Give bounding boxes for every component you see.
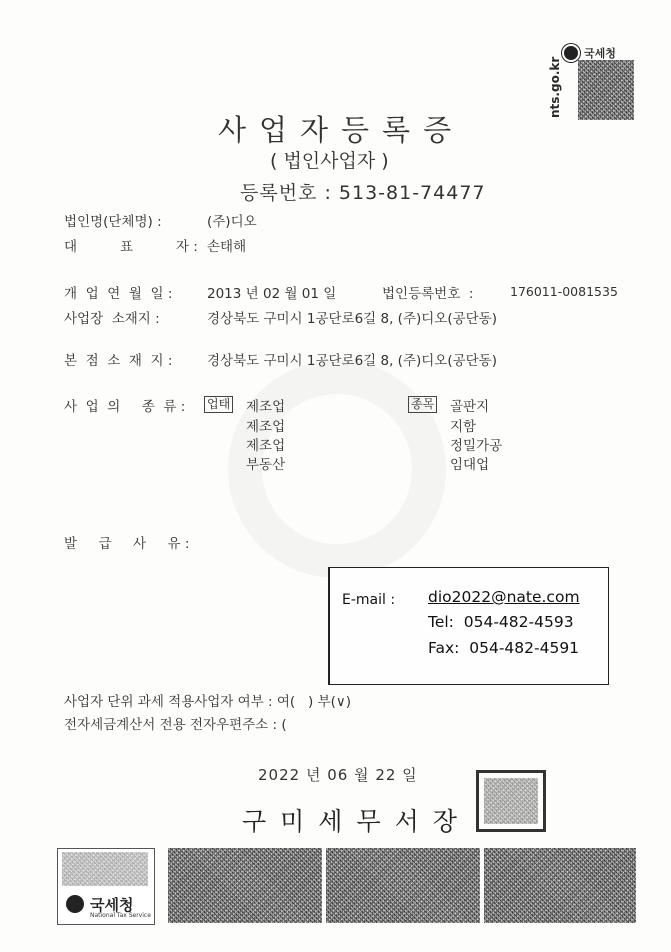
corp-reg-number-label: 법인등록번호 :: [382, 286, 474, 302]
jongmok-tag: 종목: [408, 396, 437, 413]
representative-label: 대 표 자 :: [64, 239, 198, 255]
registration-number: 등록번호 : 513-81-74477: [240, 182, 486, 204]
jongmok-item: 임대업: [450, 457, 490, 473]
headquarters-label: 본 점 소 재 지 :: [64, 353, 173, 369]
uptae-item: 제조업: [246, 438, 286, 454]
document-subtitle: ( 법인사업자 ): [270, 150, 389, 172]
nts-emblem-bottom-icon: [66, 895, 84, 913]
barcode-bottom: [326, 848, 480, 923]
nts-logo-bottom: [57, 848, 155, 925]
issue-reason-label: 발 급 사 유 :: [64, 536, 190, 552]
barcode-bottom-small: [62, 852, 148, 886]
headquarters-value: 경상북도 구미시 1공단로6길 8, (주)디오(공단동): [207, 353, 497, 369]
nts-en-label: National Tax Service: [90, 912, 151, 919]
nts-logo-label: 국세청: [584, 47, 616, 60]
nts-emblem-icon: [562, 44, 580, 62]
representative-value: 손태해: [207, 239, 247, 255]
document-title: 사업자등록증: [218, 113, 465, 147]
corp-name-label: 법인명(단체명) :: [64, 214, 162, 230]
corp-reg-number-value: 176011-0081535: [510, 284, 618, 299]
open-date-label: 개 업 연 월 일 :: [64, 286, 173, 302]
business-location-value: 경상북도 구미시 1공단로6길 8, (주)디오(공단동): [207, 311, 497, 327]
email-value: dio2022@nate.com: [428, 588, 580, 606]
official-seal-icon: [476, 770, 546, 832]
issue-date: 2022 년 06 월 22 일: [258, 766, 418, 784]
tel-value: Tel: 054-482-4593: [428, 613, 574, 631]
uptae-item: 제조업: [246, 419, 286, 435]
uptae-item: 부동산: [246, 457, 286, 473]
barcode-bottom: [168, 848, 322, 923]
fax-value: Fax: 054-482-4591: [428, 639, 580, 657]
business-type-label: 사 업 의 종 류 :: [64, 399, 186, 415]
barcode-bottom: [484, 848, 636, 923]
unit-tax-status: 사업자 단위 과세 적용사업자 여부 : 여( ) 부(∨): [64, 694, 352, 710]
nts-logo-top: [562, 44, 616, 62]
jongmok-item: 지함: [450, 419, 477, 435]
nts-url: nts.go.kr: [548, 56, 562, 118]
jongmok-item: 정밀가공: [450, 438, 503, 454]
email-label: E-mail :: [342, 592, 396, 608]
corp-name-value: (주)디오: [207, 214, 257, 230]
nts-logo-bottom-label: 국세청: [90, 896, 134, 914]
uptae-item: 제조업: [246, 399, 286, 415]
uptae-tag: 업태: [204, 396, 233, 413]
einvoice-email: 전자세금계산서 전용 전자우편주소 : (: [64, 717, 287, 733]
tax-office-name: 구미세무서장: [242, 807, 471, 836]
jongmok-item: 골판지: [450, 399, 490, 415]
open-date-value: 2013 년 02 월 01 일: [207, 286, 337, 302]
business-location-label: 사업장 소재지 :: [64, 311, 160, 327]
contact-box: [328, 567, 609, 685]
barcode-top: [578, 60, 634, 120]
